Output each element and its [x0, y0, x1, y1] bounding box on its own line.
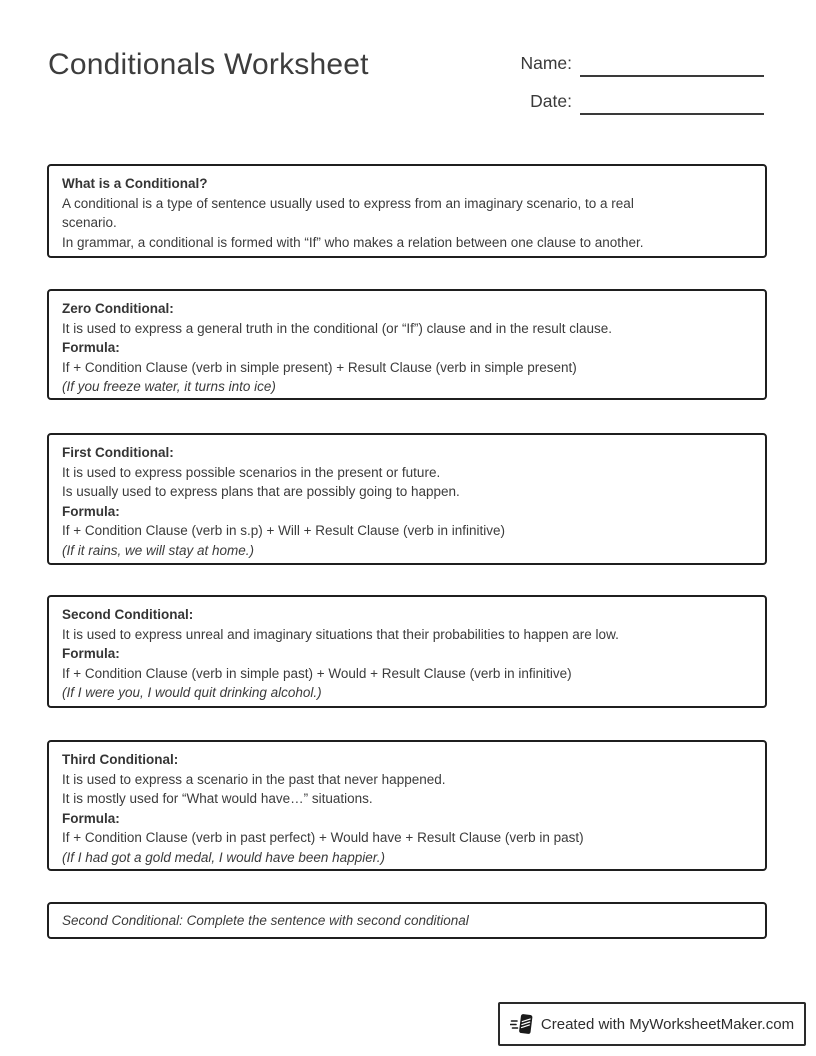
intro-box [47, 164, 767, 258]
formula-label: Formula: [62, 503, 120, 519]
section-zero-conditional [47, 289, 767, 400]
example-text: (If I were you, I would quit drinking alcohol.) [62, 685, 322, 700]
section-usage-line: It is used to express a scenario in the past that never happened. [62, 771, 446, 787]
name-field [520, 50, 764, 77]
footer-credit: Created with MyWorksheetMaker.com [540, 1015, 795, 1033]
section-second-conditional [47, 595, 767, 708]
name-label: Name: [520, 53, 572, 73]
example-text: (If I had got a gold medal, I would have been happier.) [62, 849, 385, 865]
credit-box [498, 1002, 806, 1046]
section-heading: First Conditional: [62, 445, 174, 460]
exercise-instruction-text: Second Conditional: Complete the sentence with second conditional [62, 912, 469, 928]
section-heading: Third Conditional: [62, 752, 179, 767]
formula-label: Formula: [62, 810, 120, 826]
formula-text: If + Condition Clause (verb in s.p) + Will + Result Clause (verb in infinitive) [62, 523, 506, 538]
page-title: Conditionals Worksheet [48, 48, 369, 81]
section-first-conditional [47, 433, 767, 565]
section-heading: Zero Conditional: [62, 301, 174, 316]
date-label: Date: [530, 91, 572, 111]
intro-body-line: scenario. [62, 215, 117, 230]
flying-worksheet-icon [510, 1012, 534, 1036]
example-text: (If it rains, we will stay at home.) [62, 542, 255, 558]
section-third-conditional [47, 740, 767, 871]
section-usage-line: Is usually used to express plans that are possibly going to happen. [62, 484, 460, 499]
intro-heading: What is a Conditional? [62, 176, 208, 191]
section-usage-line: It is used to express possible scenarios in the present or future. [62, 464, 441, 480]
intro-body-line: In grammar, a conditional is formed with “If” who makes a relation between one clause to another. [62, 234, 644, 250]
formula-label: Formula: [62, 646, 120, 661]
section-heading: Second Conditional: [62, 607, 194, 622]
formula-text: If + Condition Clause (verb in simple present) + Result Clause (verb in simple present) [62, 359, 577, 375]
intro-body-line: A conditional is a type of sentence usually used to express from an imaginary scenario, to a real [62, 195, 634, 211]
section-usage-line: It is used to express a general truth in the conditional (or “If”) clause and in the result clause. [62, 320, 613, 336]
formula-text: If + Condition Clause (verb in past perfect) + Would have + Result Clause (verb in past) [62, 830, 584, 845]
section-usage-line: It is used to express unreal and imaginary situations that their probabilities to happen are low. [62, 626, 619, 642]
formula-label: Formula: [62, 340, 120, 355]
section-usage-line: It is mostly used for “What would have…” situations. [62, 791, 373, 806]
formula-text: If + Condition Clause (verb in simple past) + Would + Result Clause (verb in infinitive) [62, 665, 572, 681]
example-text: (If you freeze water, it turns into ice) [62, 379, 276, 394]
date-field [530, 88, 764, 115]
date-write-line [580, 88, 764, 115]
exercise-instruction-box [47, 902, 767, 939]
name-write-line [580, 50, 764, 77]
